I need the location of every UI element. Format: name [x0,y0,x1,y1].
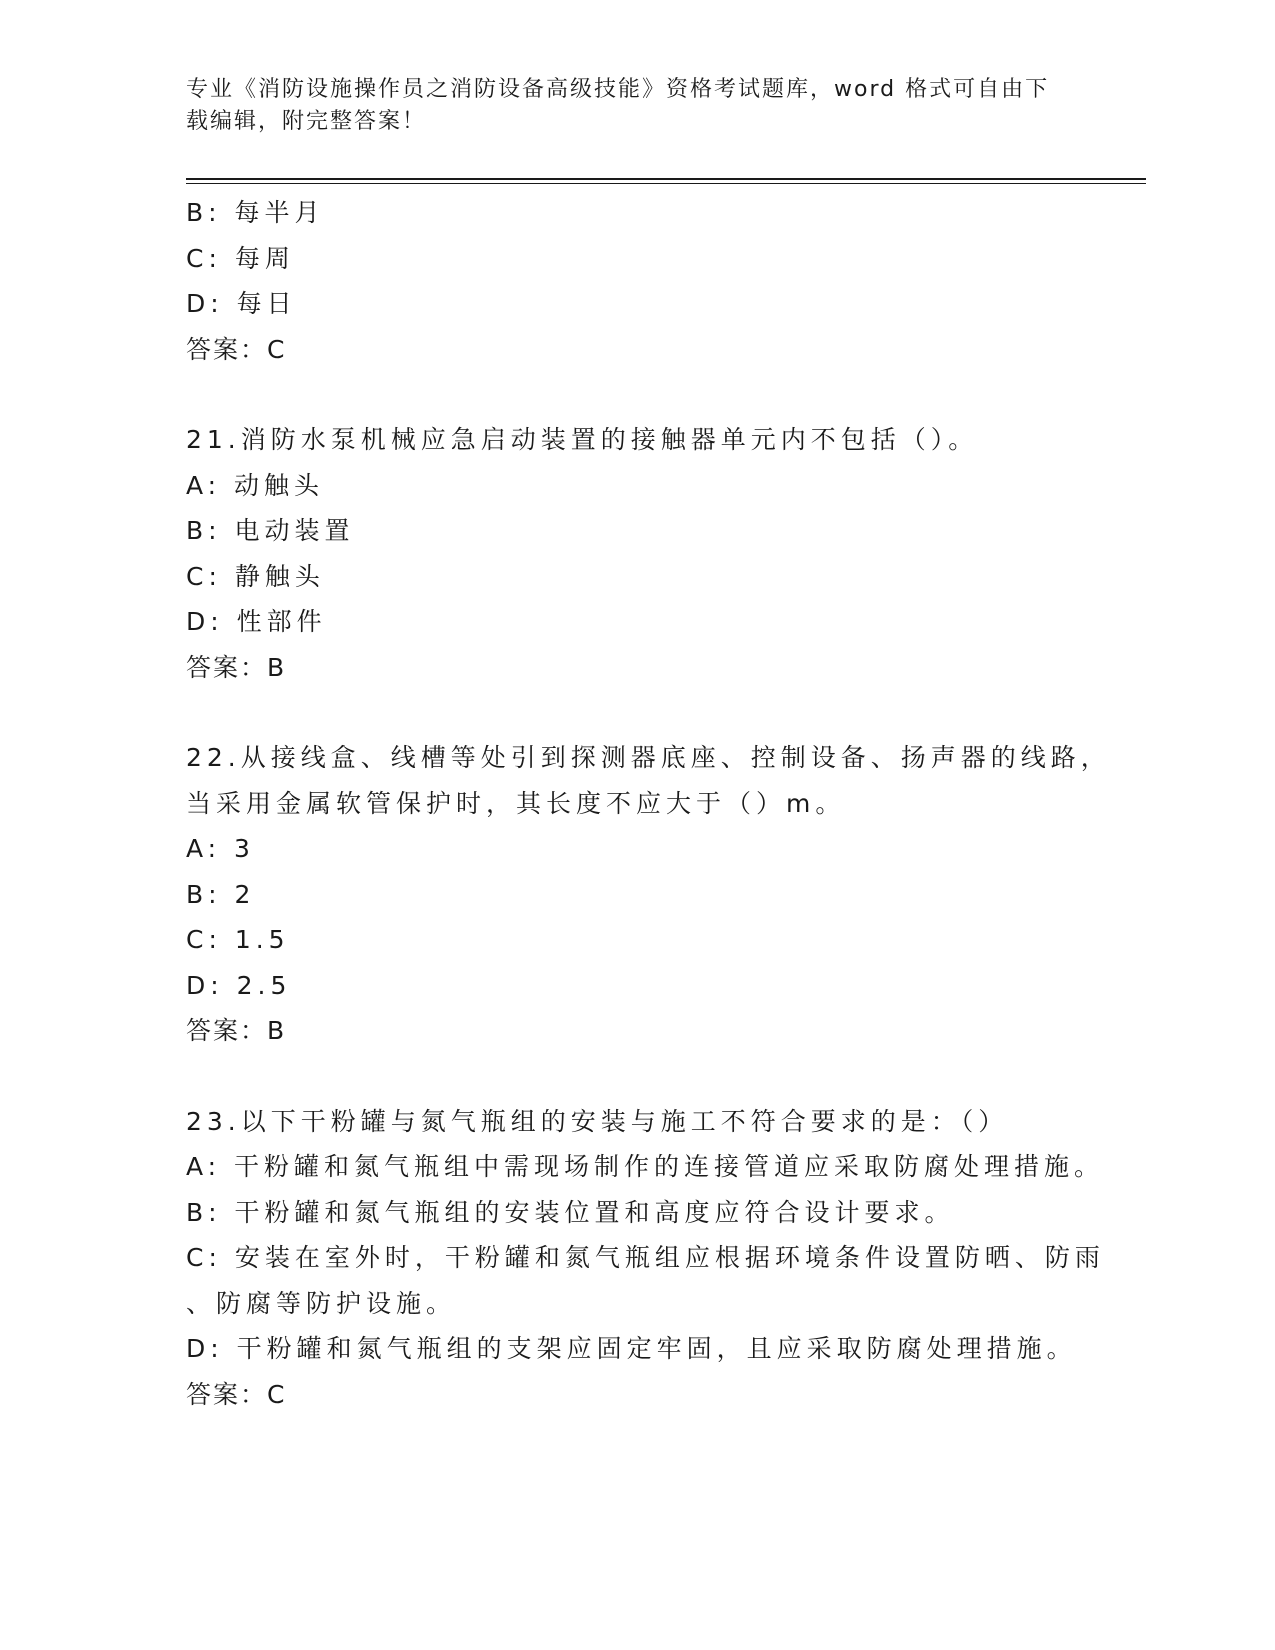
option-d: D: 每日 [186,289,297,318]
header-intro-line-2: 载编辑，附完整答案！ [186,109,427,134]
answer-line: 答案：C [186,334,287,364]
spacer [186,690,1086,735]
option-d: D: 干粉罐和氮气瓶组的支架应固定牢固，且应采取防腐处理措施。 [186,1334,1077,1363]
answer-line: 答案：C [186,1379,287,1409]
option-b: B: 干粉罐和氮气瓶组的安装位置和高度应符合设计要求。 [186,1197,955,1227]
option-d: D: 2.5 [186,970,292,1000]
question-23 [186,1099,1105,1418]
header-intro-line-1: 专业《消防设施操作员之消防设备高级技能》资格考试题库，word 格式可自由下 [186,77,1050,102]
answer-line: 答案：B [186,1016,287,1045]
question-22 [186,735,1111,1054]
document-header [186,74,1086,138]
question-stem: 23.以下干粉罐与氮气瓶组的安装与施工不符合要求的是：（） [186,1106,1009,1136]
question-20-continued [186,190,1086,372]
header-divider-thick [186,178,1146,180]
option-d: D: 性部件 [186,607,327,636]
header-divider-thin [186,183,1146,184]
question-stem-line-2: 当采用金属软管保护时，其长度不应大于（）m。 [186,788,846,818]
question-21 [186,417,1086,690]
spacer [186,372,1086,417]
option-c-line-1: C: 安装在室外时，干粉罐和氮气瓶组应根据环境条件设置防晒、防雨 [186,1243,1105,1272]
option-b: B: 每半月 [186,198,325,227]
option-b: B: 2 [186,879,256,909]
option-a: A: 干粉罐和氮气瓶组中需现场制作的连接管道应采取防腐处理措施。 [186,1152,1105,1181]
question-stem: 21.消防水泵机械应急启动装置的接触器单元内不包括（）。 [186,425,979,454]
option-c-line-2: 、防腐等防护设施。 [186,1288,457,1318]
question-stem-line-1: 22.从接线盒、线槽等处引到探测器底座、控制设备、扬声器的线路， [186,743,1111,772]
question-list [186,190,1111,1417]
spacer [186,1054,1086,1099]
option-b: B: 电动装置 [186,516,355,545]
option-a: A: 3 [186,834,255,863]
option-c: C: 每周 [186,243,295,273]
option-a: A: 动触头 [186,470,325,500]
option-c: C: 静触头 [186,561,325,591]
answer-line: 答案：B [186,652,287,682]
option-c: C: 1.5 [186,925,290,954]
